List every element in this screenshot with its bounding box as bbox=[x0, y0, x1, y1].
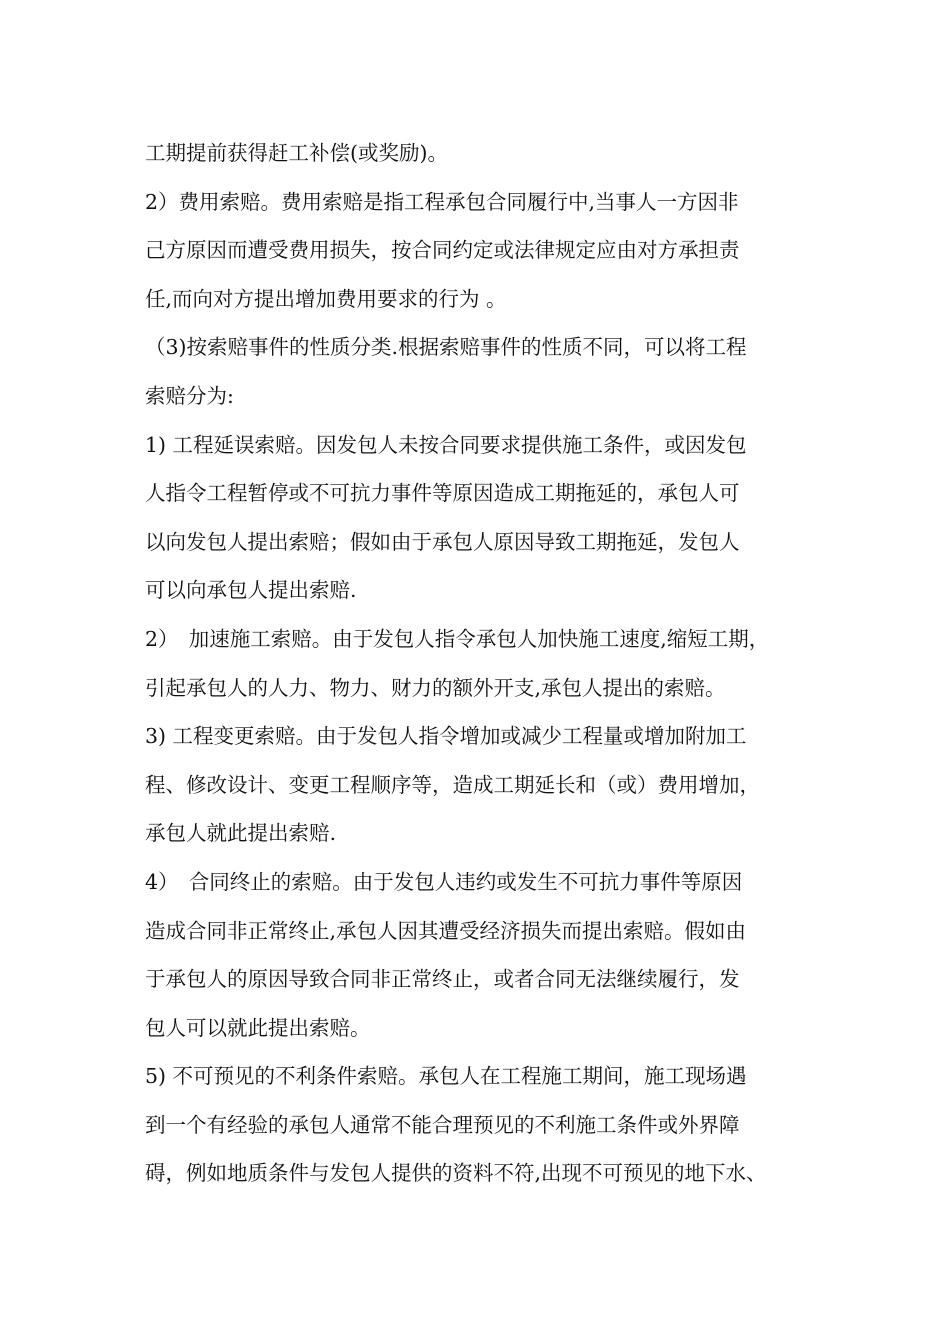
text-line: 可以向承包人提出索赔. bbox=[145, 578, 357, 603]
text-line: 2）费用索赔。费用索赔是指工程承包合同履行中,当事人一方因非 bbox=[145, 189, 739, 214]
text-line: 碍，例如地质条件与发包人提供的资料不符,出现不可预见的地下水、 bbox=[145, 1161, 767, 1186]
text-line: 4） 合同终止的索赔。由于发包人违约或发生不可抗力事件等原因 bbox=[145, 869, 743, 894]
text-line: 于承包人的原因导致合同非正常终止，或者合同无法继续履行，发 bbox=[145, 967, 740, 992]
text-line: 以向发包人提出索赔；假如由于承包人原因导致工期拖延，发包人 bbox=[145, 529, 740, 554]
text-line: 程、修改设计、变更工程顺序等，造成工期延长和（或）费用增加， bbox=[145, 772, 760, 797]
text-line: （3)按索赔事件的性质分类.根据索赔事件的性质不同，可以将工程 bbox=[145, 335, 747, 360]
text-line: 5) 不可预见的不利条件索赔。承包人在工程施工期间，施工现场遇 bbox=[145, 1064, 747, 1089]
text-line: 索赔分为: bbox=[145, 383, 234, 408]
document-body bbox=[145, 129, 835, 1198]
text-line: 承包人就此提出索赔. bbox=[145, 821, 337, 846]
text-line: 到一个有经验的承包人通常不能合理预见的不利施工条件或外界障 bbox=[145, 1112, 740, 1137]
text-line: 2） 加速施工索赔。由于发包人指令承包人加快施工速度,缩短工期， bbox=[145, 626, 770, 651]
text-line: 3) 工程变更索赔。由于发包人指令增加或减少工程量或增加附加工 bbox=[145, 724, 747, 749]
text-line: 引起承包人的人力、物力、财力的额外开支,承包人提出的索赔。 bbox=[145, 675, 726, 700]
text-line: 任,而向对方提出增加费用要求的行为 。 bbox=[145, 286, 507, 311]
text-line: 造成合同非正常终止,承包人因其遭受经济损失而提出索赔。假如由 bbox=[145, 918, 747, 943]
text-line: 包人可以就此提出索赔。 bbox=[145, 1015, 371, 1040]
text-line: 己方原因而遭受费用损失，按合同约定或法律规定应由对方承担责 bbox=[145, 238, 740, 263]
text-line: 工期提前获得赶工补偿(或奖励)。 bbox=[145, 141, 448, 165]
text-line: 1) 工程延误索赔。因发包人未按合同要求提供施工条件，或因发包 bbox=[145, 432, 747, 457]
text-line: 人指令工程暂停或不可抗力事件等原因造成工期拖延的，承包人可 bbox=[145, 481, 740, 506]
